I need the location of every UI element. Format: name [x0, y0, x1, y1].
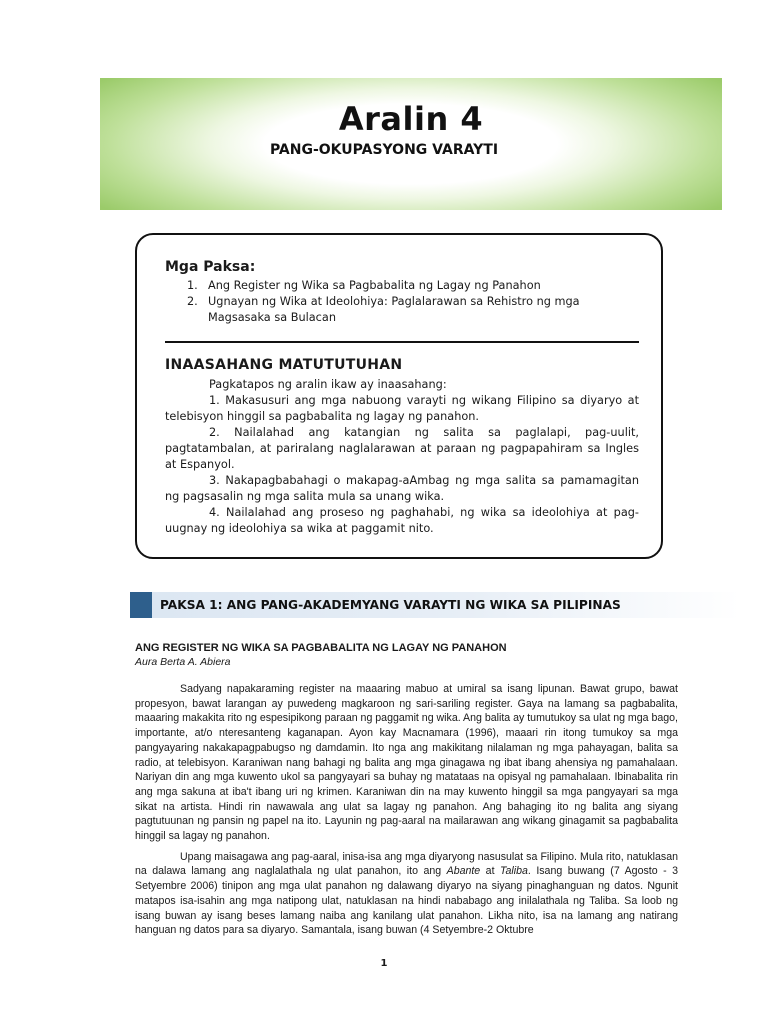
page-number: 1 [380, 958, 388, 969]
article-paragraph [135, 850, 678, 938]
section-heading: PAKSA 1: ANG PANG-AKADEMYANG VARAYTI NG WIKA SA PILIPINAS [160, 598, 621, 612]
lesson-subtitle: PANG-OKUPASYONG VARAYTI [269, 142, 499, 158]
topics-heading: Mga Paksa: [165, 259, 256, 275]
article-body [135, 682, 678, 944]
outcome-item: 3. Nakapagbabahagi o makapag-aAmbag ng mga salita sa pamamagitan ng pagsasalin ng mga salita mula sa unang wika. [165, 474, 639, 503]
outcomes-heading: INAASAHANG MATUTUTUHAN [165, 357, 403, 373]
article-paragraph: Sadyang napakaraming register na maaaring mabuo at umiral sa isang lipunan. Bawat grupo, bawat propesyon, bawat larangan ay puwedeng magkaroon ng sari-sariling register. Gaya na lamang sa pagbabalita, maaaring makakita rito ng espesipikong paraan ng paggamit ng wika. Ang balita ay tumutukoy sa ulat ng mga bago, importante, at/o nteresanteng kaganapan. Ayon kay Macnamara (1996), maaari rin itong tumukoy sa mga pangyayaring nakakapagpabugso ng damdamin. Ito nga ang makikitang nilalaman ng mga pahayagan, balita sa radio, at telebisyon. Karaniwan nang bahagi ng balita ang mga ginagawa ng ibat ibang ahensiya ng pamahalaan. Nariyan din ang mga kuwento ukol sa pangyayari sa buhay ng matataas na opisyal ng pamahalaan. Ibinabalita rin ang mga sakuna at iba't ibang uri ng krimen. Karaniwan din na may kuwento hinggil sa mga pangyayari sa mga sikat na artista. Hindi rin nawawala ang ulat sa lagay ng panahon. Ang bahaging ito ng balita ang siyang pagtutuunan ng pansin ng papel na ito. Layunin ng pag-aaral na mailarawan ang wikang ginagamit sa pagbabalita hinggil sa lagay ng panahon. [135, 683, 678, 843]
topic-item [165, 278, 639, 294]
topics-section [165, 259, 639, 326]
article-title: ANG REGISTER NG WIKA SA PAGBABALITA NG LAGAY NG PANAHON [135, 642, 507, 654]
section-accent-block [130, 592, 152, 618]
paragraph-text: . Isang buwang (7 Agosto - 3 Setyembre 2006) tinipon ang mga ulat panahon ng dalawang diyaryo na siyang pinaghanguan ng datos. Ngunit matapos isa-isahin ang mga natipong ulat, natuklasan na hindi nababago ang inilalathala ng Taliba. Sa loob ng isang buwan ay isang beses lamang naiba ang kanilang ulat panahon. Likha nito, isa na lamang ang natirang hanguan ng datos para sa diyaryo. Samantala, isang buwan (4 Setyembre-2 Oktubre [135, 865, 678, 937]
newspaper-name-taliba: Taliba [500, 865, 528, 878]
article-author: Aura Berta A. Abiera [135, 656, 231, 668]
topic-item [165, 294, 639, 326]
outcome-item: 1. Makasusuri ang mga nabuong varayti ng wikang Filipino sa diyaryo at telebisyon hinggil sa pagbabalita ng lagay ng panahon. [165, 394, 639, 423]
outcomes-body [165, 377, 639, 537]
lesson-title: Aralin 4 [338, 100, 484, 138]
lesson-overview-box [135, 233, 663, 559]
outcome-item: 4. Nailalahad ang proseso ng paghahabi, ng wika sa ideolohiya at pag-uugnay ng ideolohiya sa wika at paggamit nito. [165, 506, 639, 535]
topics-list [165, 278, 639, 326]
newspaper-name-abante: Abante [446, 865, 481, 878]
paragraph-text: Upang maisagawa ang pag-aaral, inisa-isa ang mga diyaryong nasusulat sa Filipino. Mula rito, natuklasan na dalawa lamang ang naglalathala ng ulat panahon, ito ang [135, 850, 678, 878]
topic-number: 2. [187, 295, 198, 308]
outcome-item: 2. Nailalahad ang katangian ng salita sa paglalapi, pag-uulit, pagtatambalan, at pariralang naglalarawan at paraan ng pagpapahiram sa Ingles at Espanyol. [165, 426, 639, 471]
outcomes-intro: Pagkatapos ng aralin ikaw ay inaasahang: [209, 378, 447, 391]
section-divider [165, 341, 639, 343]
paragraph-text: at [480, 865, 500, 878]
topic-text: Ang Register ng Wika sa Pagbabalita ng Lagay ng Panahon [208, 279, 541, 292]
topic-number: 1. [187, 279, 198, 292]
topic-text: Ugnayan ng Wika at Ideolohiya: Paglalarawan sa Rehistro ng mga Magsasaka sa Bulacan [208, 295, 580, 324]
section-header-bar [130, 592, 740, 618]
